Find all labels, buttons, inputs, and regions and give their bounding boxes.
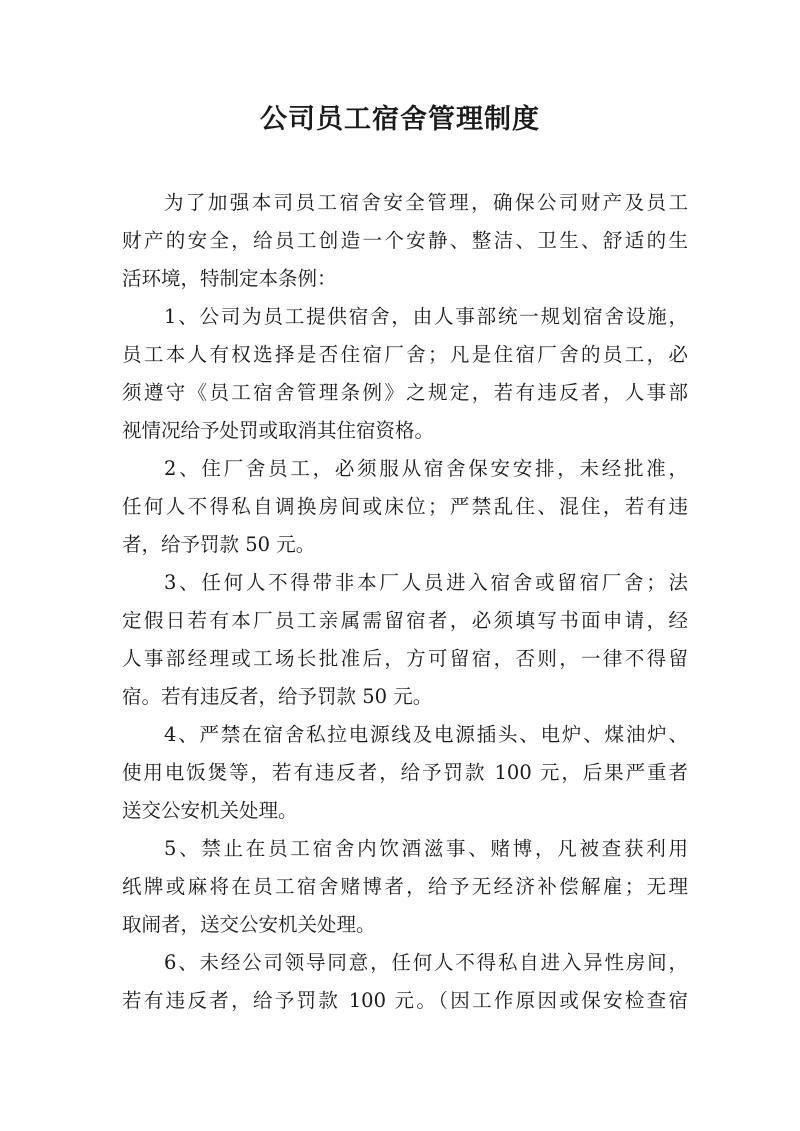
text-line: 人事部经理或工场长批准后，方可留宿，否则，一律不得留 [122,647,688,670]
text-line: 财产的安全，给员工创造一个安静、整洁、卫生、舒适的生 [122,229,688,252]
text-line: 取闹者，送交公安机关处理。 [122,913,376,936]
text-line: 2、住厂舍员工，必须服从宿舍保安安排，未经批准， [164,457,688,480]
text-line: 为了加强本司员工宿舍安全管理，确保公司财产及员工 [164,191,688,214]
text-line: 纸牌或麻将在员工宿舍赌博者，给予无经济补偿解雇；无理 [122,875,688,898]
text-line: 宿。若有违反者，给予罚款 50 元。 [122,685,433,708]
text-line: 活环境，特制定本条例： [122,267,337,290]
text-line: 者，给予罚款 50 元。 [122,533,316,556]
text-line: 员工本人有权选择是否住宿厂舍；凡是住宿厂舍的员工，必 [122,343,688,366]
text-line: 3、任何人不得带非本厂人员进入宿舍或留宿厂舍；法 [164,571,688,594]
text-line: 1、公司为员工提供宿舍，由人事部统一规划宿舍设施， [164,305,688,328]
text-line: 定假日若有本厂员工亲属需留宿者，必须填写书面申请，经 [122,609,688,632]
text-line: 任何人不得私自调换房间或床位；严禁乱住、混住，若有违 [122,495,688,518]
text-line: 4、严禁在宿舍私拉电源线及电源插头、电炉、煤油炉、 [164,723,688,746]
document-body [122,184,688,1020]
text-line: 送交公安机关处理。 [122,799,298,822]
document-title: 公司员工宿舍管理制度 [260,104,540,135]
text-line: 须遵守《员工宿舍管理条例》之规定，若有违反者，人事部 [122,381,688,404]
text-line: 使用电饭煲等，若有违反者，给予罚款 100 元，后果严重者 [122,761,688,784]
text-line: 若有违反者，给予罚款 100 元。（因工作原因或保安检查宿 [122,989,688,1012]
text-line: 6、未经公司领导同意，任何人不得私自进入异性房间， [164,951,688,974]
text-line: 5、禁止在员工宿舍内饮酒滋事、赌博，凡被查获利用 [164,837,688,860]
text-line: 视情况给予处罚或取消其住宿资格。 [122,419,435,442]
